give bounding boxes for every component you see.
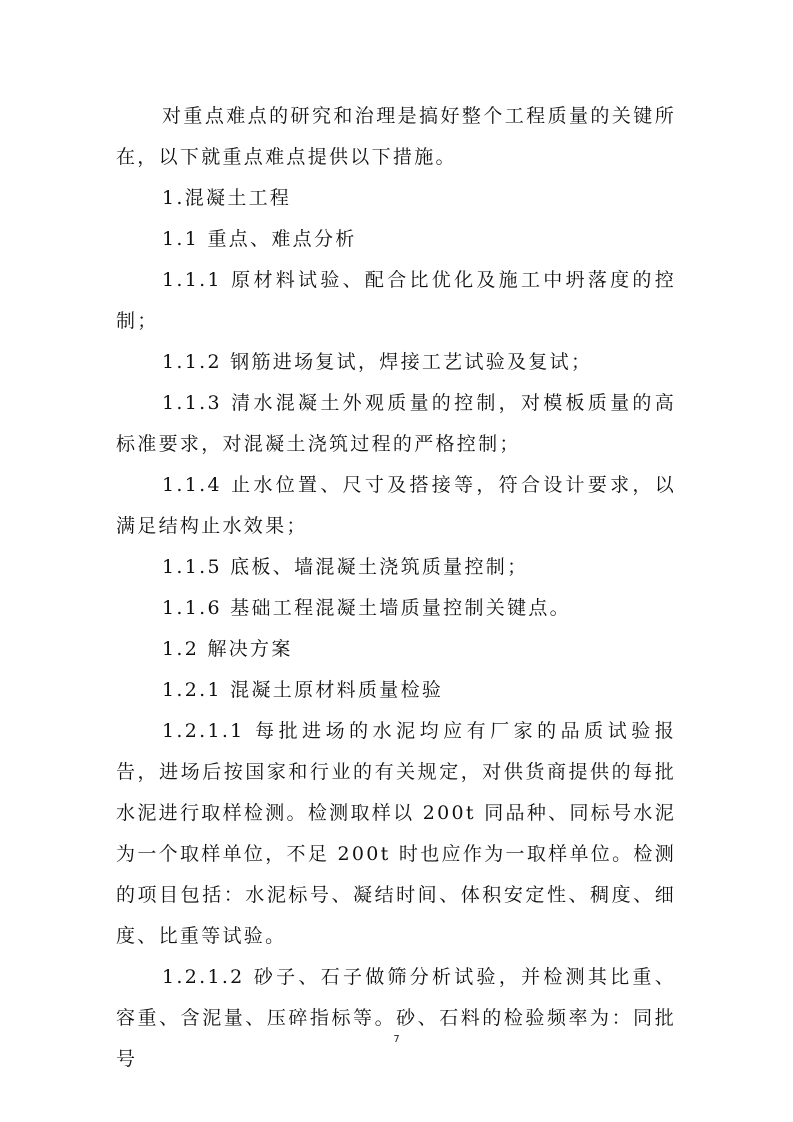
item-1-1-4: 1.1.4 止水位置、尺寸及搭接等，符合设计要求，以满足结构止水效果； [116,474,676,537]
item-1-1-2: 1.1.2 钢筋进场复试，焊接工艺试验及复试； [162,351,593,373]
heading-concrete-works: 1.混凝土工程 [162,187,292,209]
paragraph-intro: 对重点难点的研究和治理是搞好整个工程质量的关键所在，以下就重点难点提供以下措施。 [116,105,676,168]
item-1-1-3: 1.1.3 清水混凝土外观质量的控制，对模板质量的高标准要求，对混凝土浇筑过程的严格控制； [116,392,676,455]
item-1-2-1-1: 1.2.1.1 每批进场的水泥均应有厂家的品质试验报告，进场后按国家和行业的有关规定，对供货商提供的每批水泥进行取样检测。检测取样以 200t 同品种、同标号水泥为一个取样单位，不足 200t 时也应作为一取样单位。检测的项目包括：水泥标号、凝结时间、体积安定性、稠度、细度、比重等试验。 [116,720,676,947]
item-1-1-5: 1.1.5 底板、墙混凝土浇筑质量控制； [162,556,529,578]
document-body [116,96,676,1080]
heading-solutions: 1.2 解决方案 [162,638,293,660]
item-1-1-1: 1.1.1 原材料试验、配合比优化及施工中坍落度的控制； [116,269,676,332]
item-1-1-6: 1.1.6 基础工程混凝土墙质量控制关键点。 [162,597,571,619]
page-number: 7 [393,1034,400,1045]
item-1-2-1-2: 1.2.1.2 砂子、石子做筛分析试验，并检测其比重、容重、含泥量、压碎指标等。砂、石料的检验频率为：同批号 [116,966,676,1070]
heading-key-difficulty-analysis: 1.1 重点、难点分析 [162,228,357,250]
heading-material-inspection: 1.2.1 混凝土原材料质量检验 [162,679,444,701]
